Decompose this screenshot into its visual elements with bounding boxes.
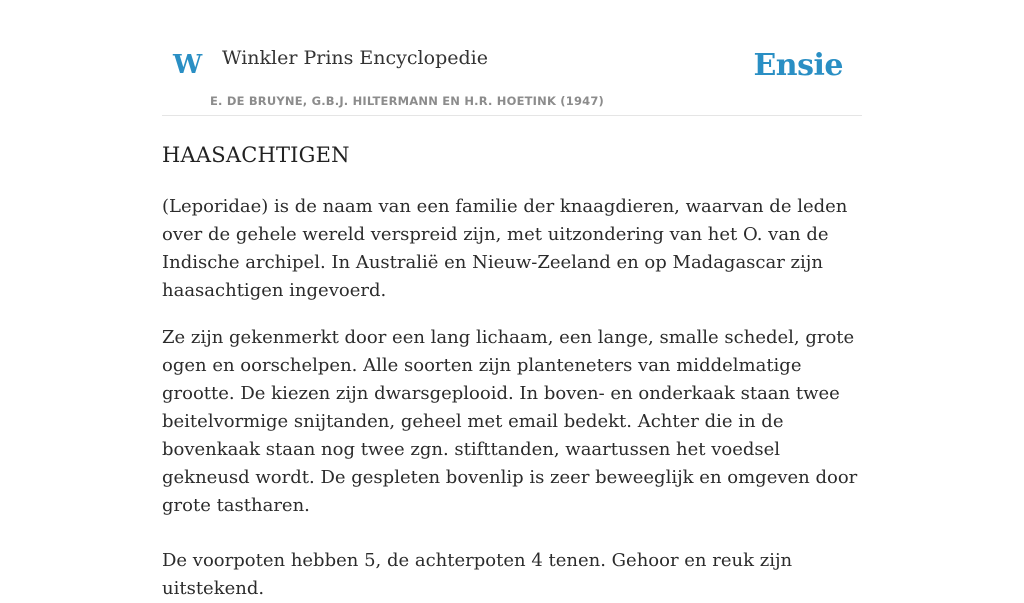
- ensie-logo[interactable]: Ensie: [753, 48, 843, 83]
- winkler-prins-logo[interactable]: W: [173, 50, 203, 80]
- article-paragraph: (Leporidae) is de naam van een familie der knaagdieren, waarvan de leden over de gehele wereld verspreid zijn, met uitzondering van het O. van de Indische archipel. In Australië en Nieuw-Zeeland en op Madagascar zijn haasachtigen ingevoerd.: [162, 196, 848, 301]
- article-title: HAASACHTIGEN: [162, 143, 350, 167]
- article-paragraph: Ze zijn gekenmerkt door een lang lichaam, een lange, smalle schedel, grote ogen en oorschelpen. Alle soorten zijn planteneters van middelmatige grootte. De kiezen zijn dwarsgeplooid. In boven- en onderkaak staan twee beitelvormige snijtanden, geheel met email bedekt. Achter die in de bovenkaak staan nog twee zgn. stifttanden, waartussen het voedsel gekneusd wordt. De gespleten bovenlip is zeer beweeglijk en omgeven door grote tastharen.: [162, 327, 858, 516]
- publication-authors: E. DE BRUYNE, G.B.J. HILTERMANN EN H.R. HOETINK (1947): [210, 94, 605, 108]
- article-paragraph: De voorpoten hebben 5, de achterpoten 4 tenen. Gehoor en reuk zijn uitstekend.: [162, 550, 793, 599]
- article-body: [162, 140, 864, 603]
- publication-title[interactable]: Winkler Prins Encyclopedie: [222, 47, 488, 69]
- publication-header: [162, 40, 862, 116]
